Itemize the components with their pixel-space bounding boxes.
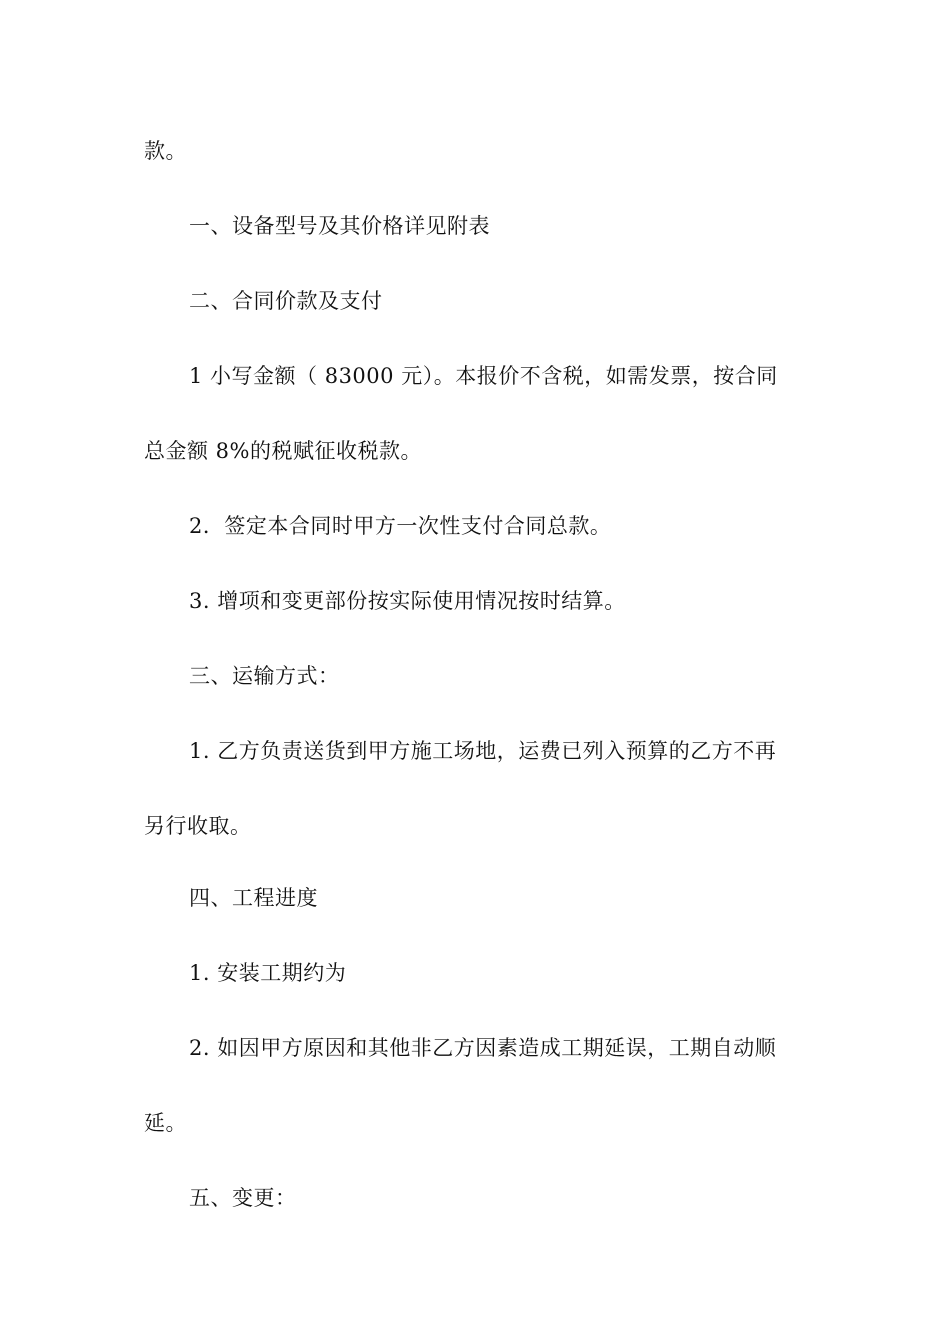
- section-heading-2: 二、合同价款及支付: [189, 289, 383, 313]
- clause-3-1-continuation: 另行收取。: [144, 814, 252, 838]
- section-heading-4: 四、工程进度: [189, 886, 318, 910]
- clause-2-1: 1 小写金额（ 83000 元）。本报价不含税，如需发票，按合同: [189, 364, 778, 388]
- clause-2-2: 2．签定本合同时甲方一次性支付合同总款。: [189, 514, 612, 538]
- clause-2-1-continuation: 总金额 8%的税赋征收税款。: [144, 439, 422, 463]
- paragraph-continuation: 款。: [144, 139, 187, 163]
- section-heading-3: 三、运输方式：: [189, 664, 340, 688]
- clause-4-1: 1. 安装工期约为: [189, 961, 347, 985]
- clause-4-2-continuation: 延。: [144, 1111, 187, 1135]
- clause-4-2: 2. 如因甲方原因和其他非乙方因素造成工期延误，工期自动顺: [189, 1036, 777, 1060]
- clause-2-3: 3. 增项和变更部份按实际使用情况按时结算。: [189, 589, 626, 613]
- clause-3-1: 1. 乙方负责送货到甲方施工场地，运费已列入预算的乙方不再: [189, 739, 777, 763]
- section-heading-5: 五、变更：: [189, 1186, 297, 1210]
- section-heading-1: 一、设备型号及其价格详见附表: [189, 214, 490, 238]
